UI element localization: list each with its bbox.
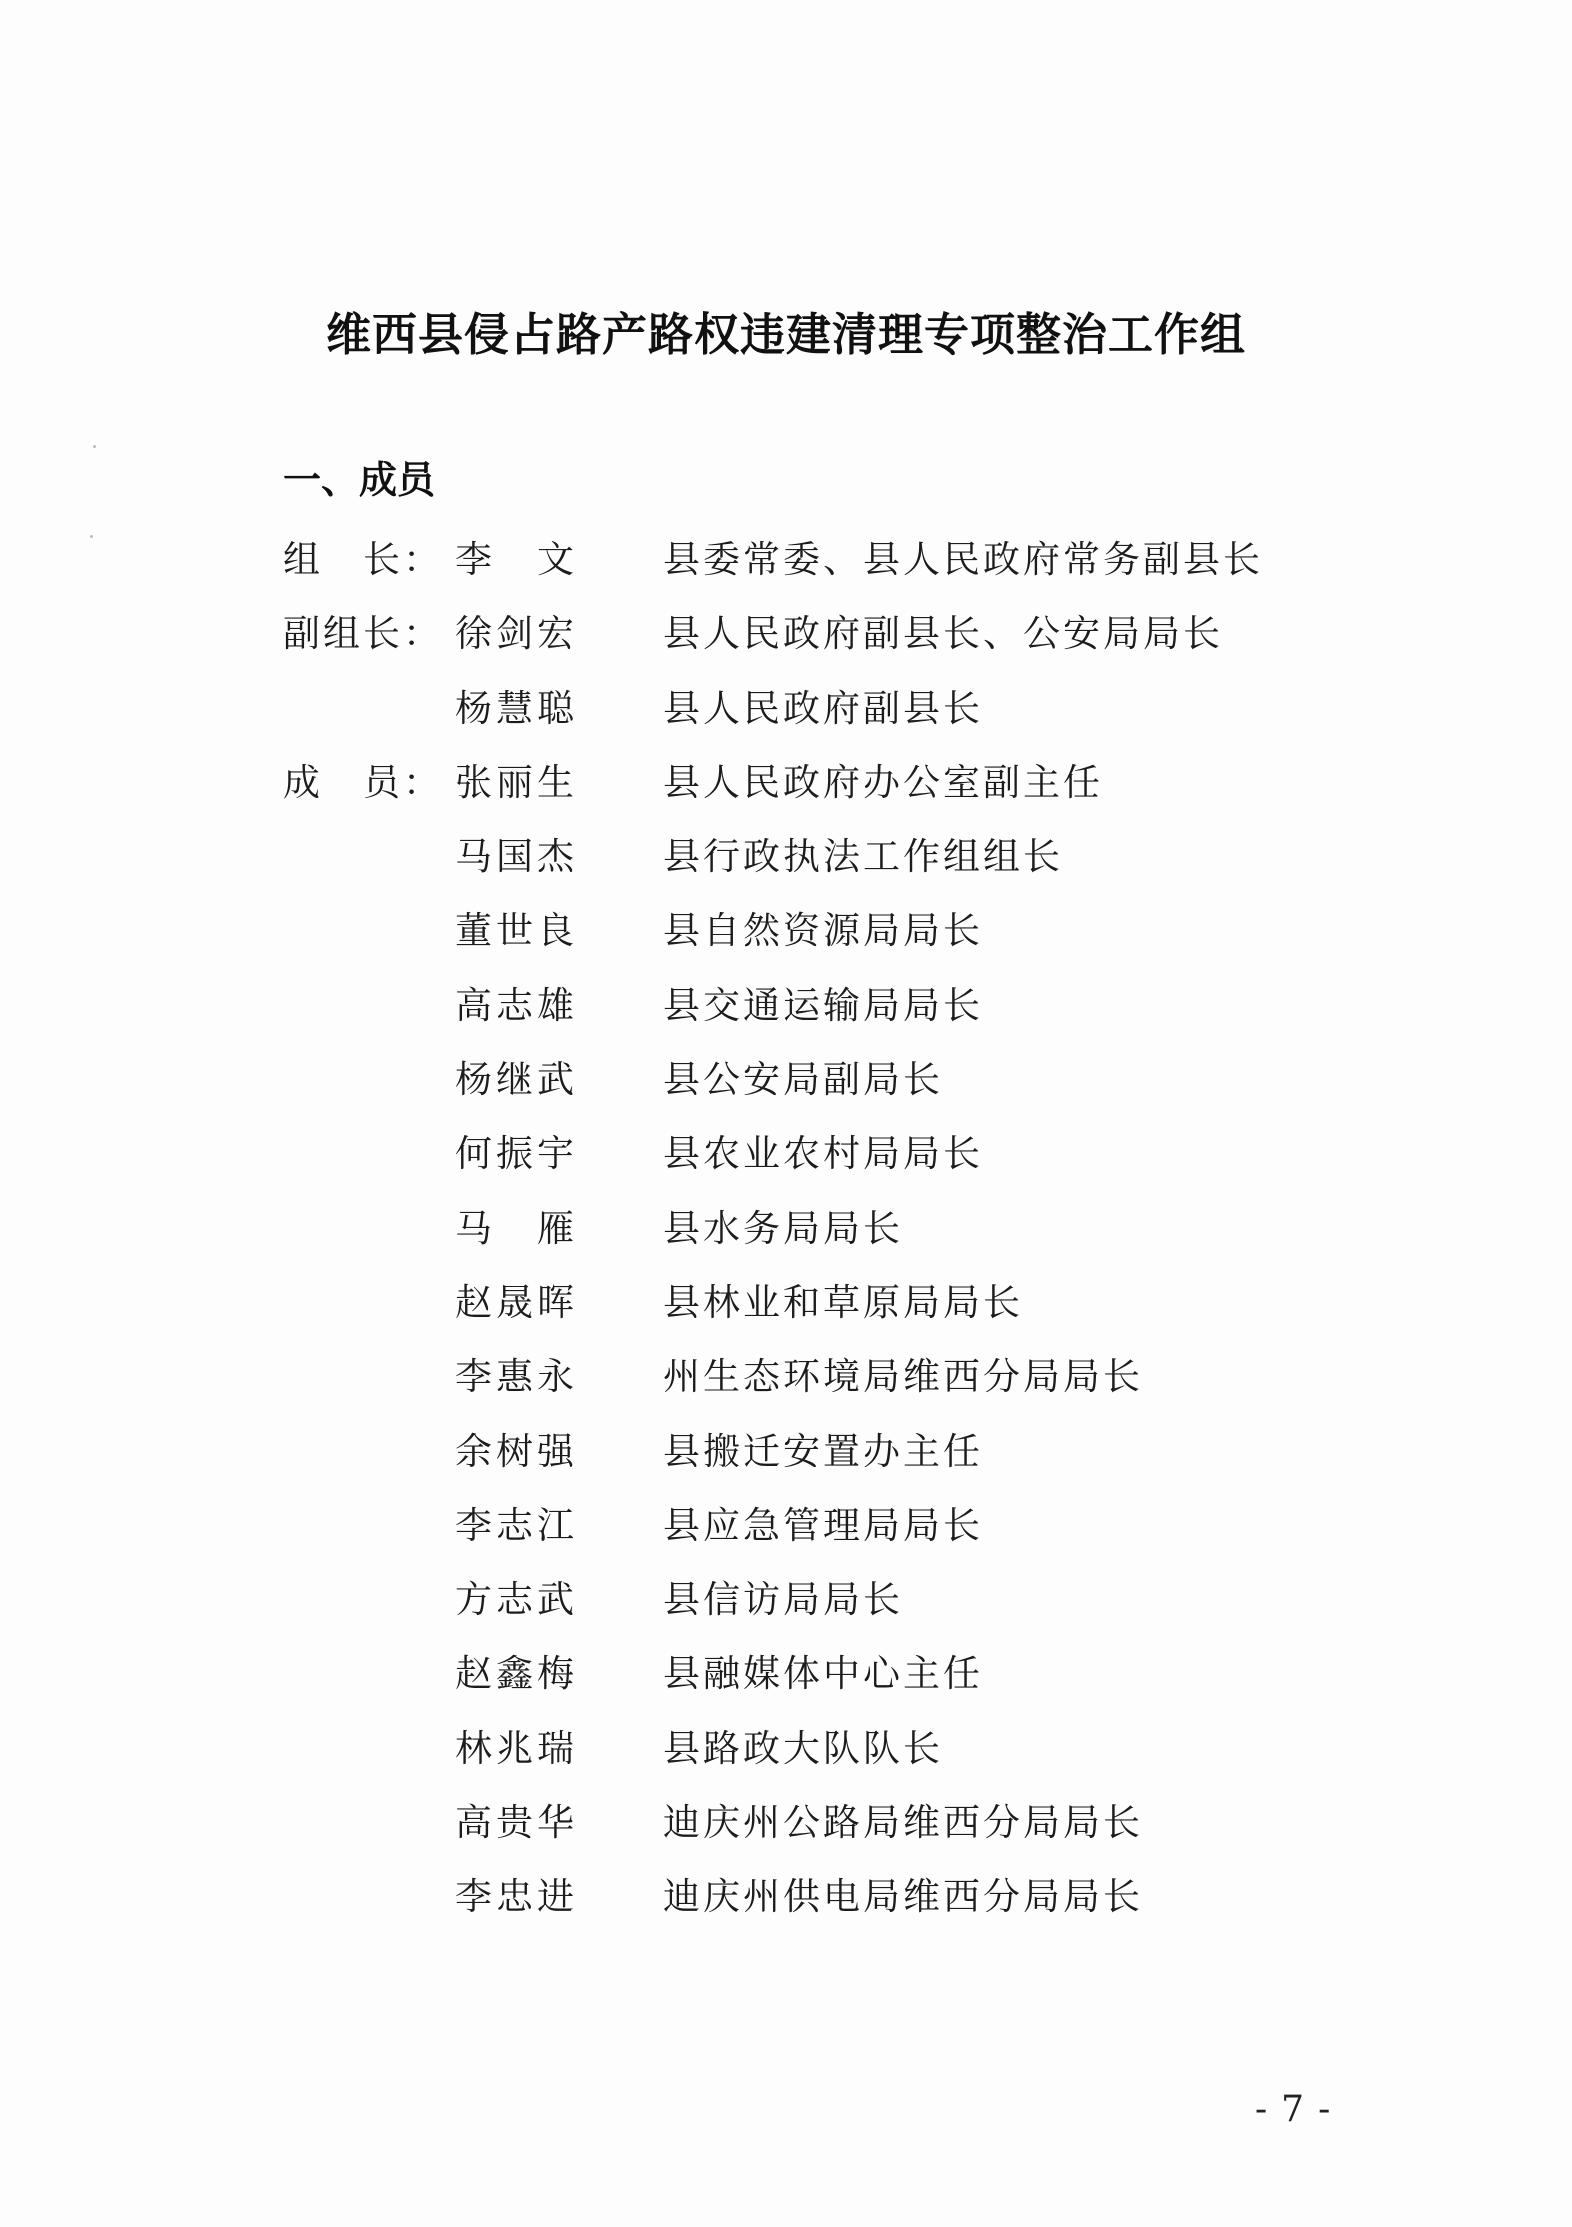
member-row	[283, 1124, 1383, 1198]
member-row	[283, 679, 1383, 753]
member-row	[283, 1793, 1383, 1867]
member-post: 县水务局局长	[663, 1206, 903, 1250]
member-post: 迪庆州供电局维西分局局长	[663, 1875, 1143, 1919]
member-post: 迪庆州公路局维西分局局长	[663, 1801, 1143, 1845]
member-name: 董世良	[455, 909, 578, 953]
member-name: 徐剑宏	[455, 612, 578, 656]
member-name: 马国杰	[455, 835, 578, 879]
member-row	[283, 827, 1383, 901]
scan-speck	[93, 445, 96, 448]
member-post: 县应急管理局局长	[663, 1503, 983, 1547]
member-row	[283, 976, 1383, 1050]
member-name: 赵晟晖	[455, 1280, 578, 1324]
member-name: 林兆瑞	[455, 1726, 578, 1770]
member-name: 李 文	[455, 538, 578, 581]
member-name: 李忠进	[455, 1875, 578, 1919]
member-row	[283, 1050, 1383, 1124]
member-name: 杨继武	[455, 1058, 578, 1102]
member-post: 县人民政府副县长、公安局局长	[663, 612, 1223, 656]
member-row	[283, 1273, 1383, 1347]
member-name: 高志雄	[455, 983, 578, 1027]
member-row	[283, 901, 1383, 975]
member-post: 县人民政府副县长	[663, 686, 983, 730]
member-post: 县搬迁安置办主任	[663, 1429, 983, 1473]
member-name: 方志武	[455, 1578, 578, 1622]
member-row	[283, 1570, 1383, 1644]
member-post: 县行政执法工作组组长	[663, 835, 1063, 879]
member-post: 县交通运输局局长	[663, 983, 983, 1027]
member-row	[283, 1347, 1383, 1421]
member-post: 县林业和草原局局长	[663, 1280, 1023, 1324]
member-post: 县农业农村局局长	[663, 1132, 983, 1176]
member-post: 县自然资源局局长	[663, 909, 983, 953]
member-name: 杨慧聪	[455, 686, 578, 730]
member-name: 马 雁	[455, 1206, 578, 1250]
member-row	[283, 1199, 1383, 1273]
member-row	[283, 1422, 1383, 1496]
member-name: 余树强	[455, 1429, 578, 1473]
scan-speck	[90, 535, 93, 538]
member-role: 副组长：	[283, 612, 443, 656]
section-heading: 一、成员	[283, 458, 436, 502]
member-name: 何振宇	[455, 1132, 578, 1176]
member-name: 赵鑫梅	[455, 1652, 578, 1696]
member-role: 成 员：	[283, 760, 443, 804]
page-number: -7-	[1255, 2089, 1345, 2130]
member-post: 州生态环境局维西分局局长	[663, 1355, 1143, 1399]
member-name: 高贵华	[455, 1801, 578, 1845]
member-post: 县公安局副局长	[663, 1058, 943, 1102]
member-role: 组 长：	[283, 538, 443, 581]
member-post: 县委常委、县人民政府常务副县长	[663, 538, 1263, 581]
member-post: 县路政大队队长	[663, 1726, 943, 1770]
member-row	[283, 1867, 1383, 1941]
member-row	[283, 753, 1383, 827]
member-row	[283, 1496, 1383, 1570]
member-name: 张丽生	[455, 760, 578, 804]
member-name: 李志江	[455, 1503, 578, 1547]
member-name: 李惠永	[455, 1355, 578, 1399]
member-post: 县融媒体中心主任	[663, 1652, 983, 1696]
member-row	[283, 530, 1383, 604]
member-row	[283, 1644, 1383, 1718]
member-row	[283, 604, 1383, 678]
member-list	[283, 530, 1383, 1942]
document-title: 维西县侵占路产路权违建清理专项整治工作组	[325, 308, 1246, 361]
member-post: 县信访局局长	[663, 1578, 903, 1622]
member-row	[283, 1719, 1383, 1793]
member-post: 县人民政府办公室副主任	[663, 760, 1103, 804]
